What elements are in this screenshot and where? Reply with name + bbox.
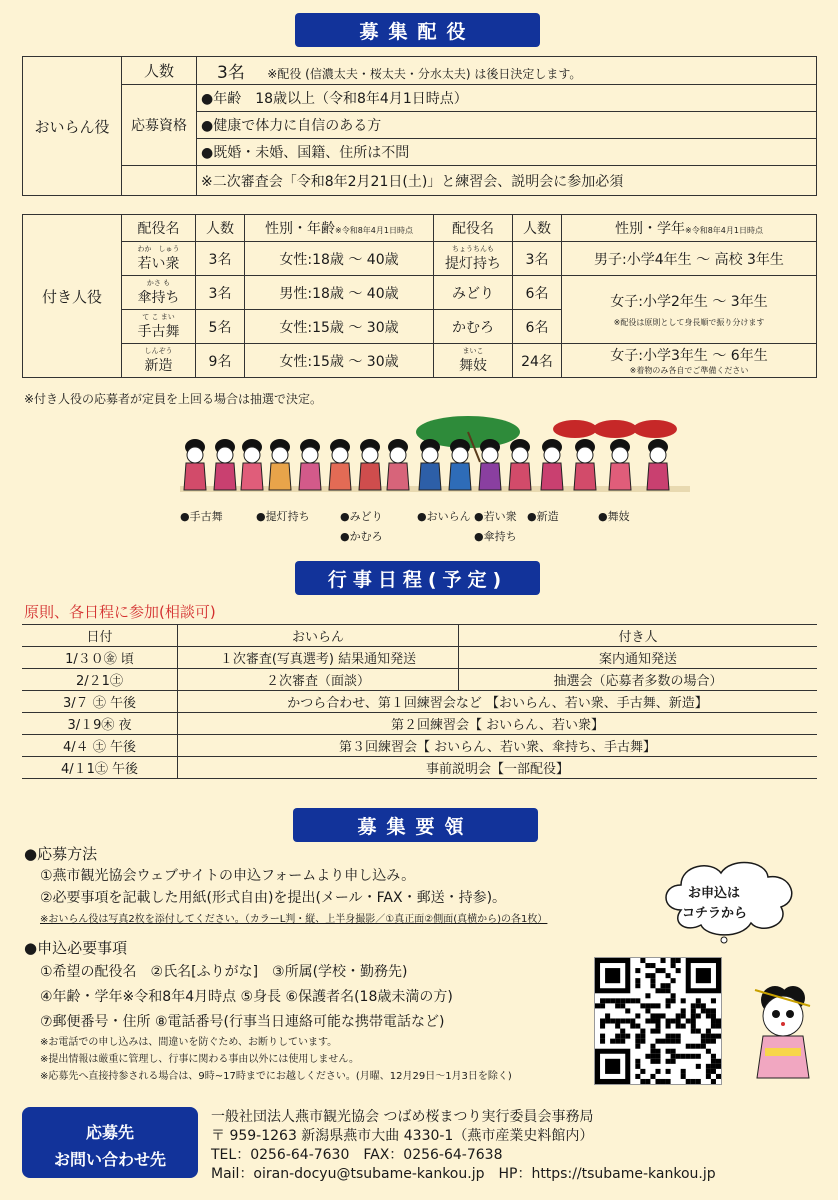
header-gender-age: 性別・年齢※令和8年4月1日時点	[245, 215, 434, 242]
note-privacy: ※提出情報は厳重に管理し、行事に関わる事由以外には使用しません。	[40, 1054, 359, 1065]
qualification-label: 応募資格	[122, 85, 197, 166]
schedule-event: かつら合わせ、第１回練習会など 【おいらん、若い衆、手古舞、新造】	[178, 691, 818, 713]
oiran-table	[22, 56, 817, 196]
qualification-note: ※二次審査会「令和8年2月21日(土)」と練習会、説明会に参加必須	[197, 166, 817, 196]
section-banner-schedule: 行事日程(予定)	[295, 561, 540, 595]
header-role-name-2: 配役名	[434, 215, 513, 242]
header-count-2: 人数	[513, 215, 562, 242]
header-role-name: 配役名	[122, 215, 196, 242]
required-line-3: ⑦郵便番号・住所 ⑧電話番号(行事当日連絡可能な携帯電話など)	[40, 1014, 445, 1030]
section-banner-recruit-roles: 募集配役	[295, 13, 540, 47]
schedule-row	[22, 647, 817, 669]
cond-tekomai: 女性:15歳 ～ 30歳	[245, 310, 434, 344]
qr-code-image	[595, 958, 721, 1084]
contact-box	[22, 1107, 198, 1178]
procession-figure	[269, 439, 291, 490]
schedule-row	[22, 691, 817, 713]
attendant-role-label: 付き人役	[23, 215, 122, 378]
header-count: 人数	[196, 215, 245, 242]
schedule-row	[22, 713, 817, 735]
label-maiko: ●舞妓	[598, 510, 630, 523]
photo-note: ※おいらん役は写真2枚を添付してください。（カラーL判・縦、上半身撮影／①真正面②側面(真横から)の各1枚）	[40, 914, 548, 925]
role-tekomai: て こ まい 手古舞	[122, 310, 196, 344]
count-label: 人数	[122, 57, 197, 85]
contact-tel-fax: TEL：0256-64-7630 FAX：0256-64-7638	[211, 1147, 503, 1163]
schedule-date: 3/１9㊍ 夜	[22, 713, 178, 735]
label-tekomai: ●手古舞	[180, 510, 223, 523]
note-hours: ※応募先へ直接持参される場合は、9時~17時までにお越しください。(月曜、12月29日～1月3日を除く)	[40, 1071, 512, 1082]
contact-address: 〒 959-1263 新潟県燕市大曲 4330-1（燕市産業史料館内）	[211, 1128, 594, 1144]
count-maiko: 24名	[513, 344, 562, 378]
count-wakaishu: 3名	[196, 242, 245, 276]
schedule-row	[22, 757, 817, 779]
oiran-mascot-icon	[735, 960, 830, 1080]
schedule-header-date: 日付	[22, 625, 178, 647]
procession-figure	[647, 439, 669, 490]
qr-code[interactable]	[594, 957, 722, 1085]
contact-box-line-1: 応募先	[85, 1123, 134, 1142]
label-oiran: ●おいらん	[417, 510, 471, 523]
schedule-date: 2/２1㊏	[22, 669, 178, 691]
cond-chochin: 男子:小学4年生 ～ 高校 3年生	[562, 242, 817, 276]
required-line-2: ④年齢・学年※令和8年4月時点 ⑤身長 ⑥保護者名(18歳未満の方)	[40, 989, 453, 1005]
procession-figure	[419, 439, 441, 490]
lottery-note: ※付き人役の応募者が定員を上回る場合は抽選で決定。	[24, 392, 323, 406]
label-midori: ●みどり	[340, 510, 383, 523]
qualification-age: ●年齢 18歳以上（令和8年4月1日時点）	[197, 85, 817, 112]
label-shinzo: ●新造	[527, 510, 559, 523]
role-kamuro: かむろ	[434, 310, 513, 344]
procession-figure	[479, 439, 501, 490]
schedule-attendant: 案内通知発送	[459, 647, 818, 669]
method-line-1: ①燕市観光協会ウェブサイトの申込フォームより申し込み。	[40, 868, 416, 884]
count-note: ※配役 (信濃太夫・桜太夫・分水太夫) は後日決定します。	[267, 67, 582, 81]
schedule-header-oiran: おいらん	[178, 625, 459, 647]
count-value: 3名	[217, 63, 245, 83]
qualification-status: ●既婚・未婚、国籍、住所は不問	[197, 139, 817, 166]
procession-figure	[329, 439, 351, 490]
schedule-date: 1/３０㊎ 頃	[22, 647, 178, 669]
procession-figure	[184, 439, 206, 490]
count-tekomai: 5名	[196, 310, 245, 344]
method-line-2: ②必要事項を記載した用紙(形式自由)を提出(メール・FAX・郵送・持参)。	[40, 890, 507, 906]
schedule-oiran: １次審査(写真選考) 結果通知発送	[178, 647, 459, 669]
label-kasamochi: ●傘持ち	[474, 530, 517, 543]
required-title: ●申込必要事項	[24, 939, 128, 957]
role-shinzo: しんぞう 新造	[122, 344, 196, 378]
procession-figure	[541, 439, 563, 490]
schedule-row	[22, 735, 817, 757]
procession-figure	[574, 439, 596, 490]
label-kamuro: ●かむろ	[340, 530, 383, 543]
label-chochin: ●提灯持ち	[256, 510, 310, 523]
schedule-header-attendant: 付き人	[459, 625, 818, 647]
procession-illustration	[180, 392, 690, 500]
contact-org: 一般社団法人燕市観光協会 つばめ桜まつり実行委員会事務局	[211, 1109, 594, 1125]
cond-maiko: 女子:小学3年生 ～ 6年生 ※着物のみ各自でご準備ください	[562, 344, 817, 378]
bubble-text-2: コチラから	[682, 906, 748, 921]
oiran-role-label: おいらん役	[23, 57, 122, 196]
procession-figure	[609, 439, 631, 490]
procession-figure	[509, 439, 531, 490]
count-kasamochi: 3名	[196, 276, 245, 310]
procession-figure	[241, 439, 263, 490]
count-chochin: 3名	[513, 242, 562, 276]
qualification-health: ●健康で体力に自信のある方	[197, 112, 817, 139]
schedule-event: 第２回練習会【 おいらん、若い衆】	[178, 713, 818, 735]
schedule-principle: 原則、各日程に参加(相談可)	[24, 603, 216, 621]
schedule-oiran: ２次審査（面談）	[178, 669, 459, 691]
header-gender-grade: 性別・学年※令和8年4月1日時点	[562, 215, 817, 242]
cond-kasamochi: 男性:18歳 ～ 40歳	[245, 276, 434, 310]
cond-midori-kamuro: 女子:小学2年生 ～ 3年生 ※配役は原則として身長順で振り分けます	[562, 276, 817, 344]
role-wakaishu: わか しゅう 若い衆	[122, 242, 196, 276]
schedule-row	[22, 669, 817, 691]
procession-figure	[299, 439, 321, 490]
count-shinzo: 9名	[196, 344, 245, 378]
contact-box-line-2: お問い合わせ先	[53, 1150, 166, 1169]
procession-figure	[449, 439, 471, 490]
attendant-table	[22, 214, 817, 378]
role-kasamochi: かさ も 傘持ち	[122, 276, 196, 310]
method-title: ●応募方法	[24, 845, 98, 863]
procession-figure	[387, 439, 409, 490]
label-wakaishu: ●若い衆	[474, 510, 517, 523]
schedule-date: 4/４ ㊏ 午後	[22, 735, 178, 757]
maiko-umbrellas-icon	[553, 420, 677, 438]
bubble-text-1: お申込は	[688, 886, 741, 901]
role-chochin: ちょうちんも 提灯持ち	[434, 242, 513, 276]
procession-figures	[184, 439, 669, 490]
schedule-event: 第３回練習会【 おいらん、若い衆、傘持ち、手古舞】	[178, 735, 818, 757]
role-midori: みどり	[434, 276, 513, 310]
schedule-attendant: 抽選会（応募者多数の場合）	[459, 669, 818, 691]
schedule-date: 3/７ ㊏ 午後	[22, 691, 178, 713]
note-phone: ※お電話での申し込みは、間違いを防ぐため、お断りしています。	[40, 1037, 338, 1048]
required-line-1: ①希望の配役名 ②氏名[ふりがな] ③所属(学校・勤務先)	[40, 964, 408, 980]
contact-mail-hp[interactable]: Mail：oiran-docyu@tsubame-kankou.jp HP：https://tsubame-kankou.jp	[211, 1166, 716, 1182]
procession-figure	[359, 439, 381, 490]
schedule-event: 事前説明会【一部配役】	[178, 757, 818, 779]
section-banner-guidelines: 募集要領	[293, 808, 538, 842]
cond-wakaishu: 女性:18歳 ～ 40歳	[245, 242, 434, 276]
count-kamuro: 6名	[513, 310, 562, 344]
procession-figure	[214, 439, 236, 490]
count-cell	[197, 57, 817, 85]
role-maiko: まいこ 舞妓	[434, 344, 513, 378]
schedule-date: 4/１1㊏ 午後	[22, 757, 178, 779]
count-midori: 6名	[513, 276, 562, 310]
cond-shinzo: 女性:15歳 ～ 30歳	[245, 344, 434, 378]
schedule-table	[22, 624, 817, 779]
